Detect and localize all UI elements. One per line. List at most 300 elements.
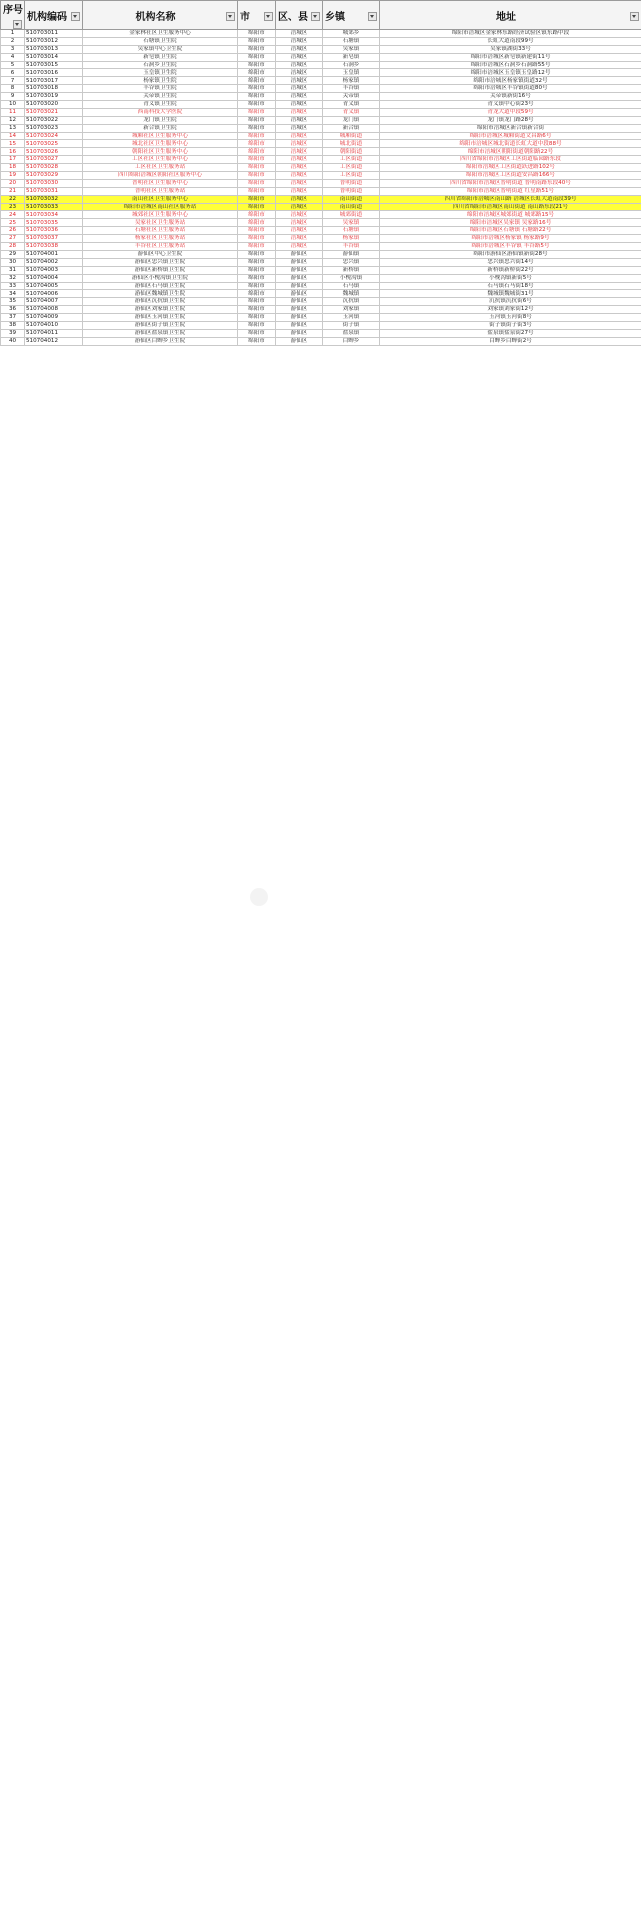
cell-address[interactable]: 绵阳市涪城区新合镇新合街	[380, 124, 641, 132]
table-row[interactable]	[1, 108, 641, 116]
cell-address[interactable]: 四川省绵阳市涪城区南山路 涪城区长虹大道南段39号	[380, 195, 641, 203]
cell-code[interactable]: 510704011	[25, 329, 83, 337]
cell-district[interactable]: 涪城区	[276, 156, 323, 164]
header-city[interactable]: 市	[238, 1, 276, 30]
cell-district[interactable]: 涪城区	[276, 124, 323, 132]
cell-town[interactable]: 龙门镇	[323, 116, 380, 124]
cell-address[interactable]: 刘家镇刘家街12号	[380, 306, 641, 314]
cell-city[interactable]: 绵阳市	[238, 77, 276, 85]
cell-town[interactable]: 工区街道	[323, 156, 380, 164]
filter-dropdown-icon[interactable]	[630, 12, 639, 21]
table-row[interactable]	[1, 250, 641, 258]
cell-name[interactable]: 丰谷社区卫生服务站	[83, 243, 238, 251]
cell-town[interactable]: 新桥镇	[323, 266, 380, 274]
cell-city[interactable]: 绵阳市	[238, 235, 276, 243]
cell-name[interactable]: 丰谷镇卫生院	[83, 85, 238, 93]
cell-address[interactable]: 魏城镇魏城街31号	[380, 290, 641, 298]
cell-city[interactable]: 绵阳市	[238, 250, 276, 258]
cell-name[interactable]: 游仙区街子镇卫生院	[83, 321, 238, 329]
cell-address[interactable]: 绵阳市涪城区吴家镇 吴家路16号	[380, 219, 641, 227]
cell-city[interactable]: 绵阳市	[238, 337, 276, 345]
table-row[interactable]	[1, 132, 641, 140]
cell-town[interactable]: 南山街道	[323, 195, 380, 203]
cell-name[interactable]: 新皂镇卫生院	[83, 53, 238, 61]
cell-city[interactable]: 绵阳市	[238, 93, 276, 101]
cell-town[interactable]: 丰谷镇	[323, 243, 380, 251]
filter-dropdown-icon[interactable]	[311, 12, 320, 21]
cell-city[interactable]: 绵阳市	[238, 69, 276, 77]
cell-name[interactable]: 游仙区刘家镇卫生院	[83, 306, 238, 314]
cell-city[interactable]: 绵阳市	[238, 101, 276, 109]
cell-district[interactable]: 涪城区	[276, 85, 323, 93]
cell-seq[interactable]: 40	[1, 337, 25, 345]
cell-seq[interactable]: 9	[1, 93, 25, 101]
cell-seq[interactable]: 26	[1, 227, 25, 235]
cell-code[interactable]: 510703015	[25, 61, 83, 69]
cell-city[interactable]: 绵阳市	[238, 329, 276, 337]
cell-town[interactable]: 盐泉镇	[323, 329, 380, 337]
cell-address[interactable]: 小枧沟镇新街5号	[380, 274, 641, 282]
cell-seq[interactable]: 13	[1, 124, 25, 132]
cell-district[interactable]: 游仙区	[276, 306, 323, 314]
cell-seq[interactable]: 5	[1, 61, 25, 69]
cell-town[interactable]: 杨家镇	[323, 77, 380, 85]
table-row[interactable]	[1, 258, 641, 266]
cell-address[interactable]: 新桥镇新桥街22号	[380, 266, 641, 274]
cell-code[interactable]: 510703027	[25, 156, 83, 164]
cell-code[interactable]: 510703031	[25, 187, 83, 195]
cell-code[interactable]: 510703034	[25, 211, 83, 219]
cell-district[interactable]: 涪城区	[276, 172, 323, 180]
cell-code[interactable]: 510703013	[25, 45, 83, 53]
cell-city[interactable]: 绵阳市	[238, 298, 276, 306]
table-row[interactable]	[1, 314, 641, 322]
cell-town[interactable]: 工区街道	[323, 172, 380, 180]
cell-town[interactable]: 青义镇	[323, 108, 380, 116]
cell-address[interactable]: 石马镇石马街18号	[380, 282, 641, 290]
cell-district[interactable]: 涪城区	[276, 69, 323, 77]
table-row[interactable]	[1, 156, 641, 164]
cell-code[interactable]: 510703021	[25, 108, 83, 116]
cell-address[interactable]: 绵阳市涪城区新皂镇新建街11号	[380, 53, 641, 61]
table-row[interactable]	[1, 124, 641, 132]
cell-seq[interactable]: 10	[1, 101, 25, 109]
table-row[interactable]	[1, 290, 641, 298]
cell-name[interactable]: 新合镇卫生院	[83, 124, 238, 132]
cell-town[interactable]: 玉皇镇	[323, 69, 380, 77]
cell-address[interactable]: 绵阳市涪城区杨家镇街道32号	[380, 77, 641, 85]
cell-name[interactable]: 四川绵阳涪城区朝阳社区服务中心	[83, 172, 238, 180]
cell-name[interactable]: 游仙区中心卫生院	[83, 250, 238, 258]
cell-city[interactable]: 绵阳市	[238, 243, 276, 251]
cell-seq[interactable]: 20	[1, 179, 25, 187]
cell-seq[interactable]: 31	[1, 266, 25, 274]
cell-name[interactable]: 城厢社区卫生服务中心	[83, 132, 238, 140]
cell-code[interactable]: 510704009	[25, 314, 83, 322]
cell-name[interactable]: 南山社区卫生服务中心	[83, 195, 238, 203]
table-row[interactable]	[1, 321, 641, 329]
cell-town[interactable]: 吴家镇	[323, 45, 380, 53]
cell-district[interactable]: 游仙区	[276, 266, 323, 274]
cell-district[interactable]: 涪城区	[276, 53, 323, 61]
cell-town[interactable]: 新皂镇	[323, 53, 380, 61]
cell-name[interactable]: 工区社区卫生服务中心	[83, 156, 238, 164]
cell-district[interactable]: 游仙区	[276, 329, 323, 337]
cell-code[interactable]: 510703014	[25, 53, 83, 61]
cell-town[interactable]: 新合镇	[323, 124, 380, 132]
cell-address[interactable]: 绵阳市涪城区杨家镇 杨家路9号	[380, 235, 641, 243]
cell-address[interactable]: 绵阳市涪城区普明街道 红星路51号	[380, 187, 641, 195]
cell-name[interactable]: 西南科技大学医院	[83, 108, 238, 116]
cell-seq[interactable]: 21	[1, 187, 25, 195]
cell-district[interactable]: 涪城区	[276, 93, 323, 101]
cell-name[interactable]: 杨家镇卫生院	[83, 77, 238, 85]
cell-district[interactable]: 涪城区	[276, 30, 323, 38]
table-row[interactable]	[1, 195, 641, 203]
cell-city[interactable]: 绵阳市	[238, 321, 276, 329]
cell-name[interactable]: 绵阳市涪城区南山社区服务站	[83, 203, 238, 211]
cell-town[interactable]: 城北街道	[323, 140, 380, 148]
cell-district[interactable]: 涪城区	[276, 219, 323, 227]
cell-code[interactable]: 510704007	[25, 298, 83, 306]
cell-town[interactable]: 城郊街道	[323, 211, 380, 219]
cell-city[interactable]: 绵阳市	[238, 266, 276, 274]
cell-district[interactable]: 涪城区	[276, 164, 323, 172]
cell-city[interactable]: 绵阳市	[238, 179, 276, 187]
cell-seq[interactable]: 22	[1, 195, 25, 203]
cell-name[interactable]: 游仙区白蝉乡卫生院	[83, 337, 238, 345]
cell-seq[interactable]: 6	[1, 69, 25, 77]
cell-code[interactable]: 510703033	[25, 203, 83, 211]
cell-town[interactable]: 杨家镇	[323, 235, 380, 243]
cell-district[interactable]: 涪城区	[276, 203, 323, 211]
cell-name[interactable]: 普明社区卫生服务站	[83, 187, 238, 195]
table-row[interactable]	[1, 69, 641, 77]
cell-code[interactable]: 510703018	[25, 85, 83, 93]
cell-code[interactable]: 510703017	[25, 77, 83, 85]
cell-code[interactable]: 510703036	[25, 227, 83, 235]
cell-seq[interactable]: 4	[1, 53, 25, 61]
cell-district[interactable]: 涪城区	[276, 179, 323, 187]
cell-seq[interactable]: 16	[1, 148, 25, 156]
cell-name[interactable]: 游仙区盐泉镇卫生院	[83, 329, 238, 337]
cell-seq[interactable]: 32	[1, 274, 25, 282]
cell-city[interactable]: 绵阳市	[238, 116, 276, 124]
cell-address[interactable]: 绵阳市涪城区金家林东路经济试验区镇东路中段	[380, 30, 641, 38]
cell-district[interactable]: 涪城区	[276, 187, 323, 195]
cell-name[interactable]: 游仙区小枧沟镇卫生院	[83, 274, 238, 282]
cell-address[interactable]: 四川省绵阳市涪城区工区街道临园路东段	[380, 156, 641, 164]
cell-town[interactable]: 城厢街道	[323, 132, 380, 140]
cell-address[interactable]: 绵阳市涪城区城厢街道文昌路6号	[380, 132, 641, 140]
cell-city[interactable]: 绵阳市	[238, 148, 276, 156]
cell-town[interactable]: 普明街道	[323, 179, 380, 187]
cell-city[interactable]: 绵阳市	[238, 314, 276, 322]
cell-address[interactable]: 绵阳市涪城区工区街道跃进路102号	[380, 164, 641, 172]
cell-city[interactable]: 绵阳市	[238, 53, 276, 61]
cell-city[interactable]: 绵阳市	[238, 37, 276, 45]
cell-town[interactable]: 南山街道	[323, 203, 380, 211]
cell-address[interactable]: 盐泉镇盐泉街27号	[380, 329, 641, 337]
cell-seq[interactable]: 35	[1, 298, 25, 306]
cell-district[interactable]: 涪城区	[276, 235, 323, 243]
cell-city[interactable]: 绵阳市	[238, 132, 276, 140]
header-seq[interactable]: 序号	[1, 1, 25, 30]
cell-code[interactable]: 510704010	[25, 321, 83, 329]
cell-seq[interactable]: 18	[1, 164, 25, 172]
cell-city[interactable]: 绵阳市	[238, 227, 276, 235]
table-row[interactable]	[1, 53, 641, 61]
cell-town[interactable]: 街子镇	[323, 321, 380, 329]
cell-town[interactable]: 刘家镇	[323, 306, 380, 314]
cell-seq[interactable]: 17	[1, 156, 25, 164]
cell-code[interactable]: 510703032	[25, 195, 83, 203]
cell-seq[interactable]: 38	[1, 321, 25, 329]
filter-dropdown-icon[interactable]	[71, 12, 80, 21]
header-code[interactable]: 机构编码	[25, 1, 83, 30]
cell-address[interactable]: 四川省绵阳市涪城区南山街道 南山路东段21号	[380, 203, 641, 211]
cell-seq[interactable]: 7	[1, 77, 25, 85]
table-row[interactable]	[1, 266, 641, 274]
table-row[interactable]	[1, 45, 641, 53]
cell-town[interactable]: 城郊乡	[323, 30, 380, 38]
table-row[interactable]	[1, 179, 641, 187]
cell-seq[interactable]: 15	[1, 140, 25, 148]
cell-seq[interactable]: 33	[1, 282, 25, 290]
cell-address[interactable]: 绵阳市涪城区丰谷镇街道80号	[380, 85, 641, 93]
filter-dropdown-icon[interactable]	[13, 20, 22, 29]
cell-town[interactable]: 朝阳街道	[323, 148, 380, 156]
table-row[interactable]	[1, 329, 641, 337]
cell-address[interactable]: 绵阳市涪城区工区街道安昌路166号	[380, 172, 641, 180]
cell-code[interactable]: 510703019	[25, 93, 83, 101]
cell-district[interactable]: 游仙区	[276, 298, 323, 306]
cell-name[interactable]: 游仙区玉河镇卫生院	[83, 314, 238, 322]
cell-code[interactable]: 510703012	[25, 37, 83, 45]
table-row[interactable]	[1, 306, 641, 314]
cell-code[interactable]: 510704005	[25, 282, 83, 290]
cell-address[interactable]: 长虹大道南段99号	[380, 37, 641, 45]
cell-seq[interactable]: 34	[1, 290, 25, 298]
cell-code[interactable]: 510703024	[25, 132, 83, 140]
cell-district[interactable]: 游仙区	[276, 337, 323, 345]
cell-seq[interactable]: 11	[1, 108, 25, 116]
cell-district[interactable]: 涪城区	[276, 132, 323, 140]
cell-city[interactable]: 绵阳市	[238, 203, 276, 211]
cell-district[interactable]: 涪城区	[276, 108, 323, 116]
table-row[interactable]	[1, 85, 641, 93]
table-row[interactable]	[1, 140, 641, 148]
cell-name[interactable]: 金家林社区卫生服务中心	[83, 30, 238, 38]
cell-name[interactable]: 龙门镇卫生院	[83, 116, 238, 124]
cell-town[interactable]: 丰谷镇	[323, 85, 380, 93]
cell-seq[interactable]: 14	[1, 132, 25, 140]
header-town[interactable]: 乡镇	[323, 1, 380, 30]
cell-district[interactable]: 涪城区	[276, 61, 323, 69]
cell-code[interactable]: 510703016	[25, 69, 83, 77]
cell-code[interactable]: 510703023	[25, 124, 83, 132]
cell-town[interactable]: 青义镇	[323, 101, 380, 109]
cell-name[interactable]: 工区社区卫生服务站	[83, 164, 238, 172]
cell-town[interactable]: 工区街道	[323, 164, 380, 172]
cell-code[interactable]: 510704008	[25, 306, 83, 314]
table-row[interactable]	[1, 227, 641, 235]
cell-code[interactable]: 510704006	[25, 290, 83, 298]
table-row[interactable]	[1, 61, 641, 69]
cell-district[interactable]: 涪城区	[276, 101, 323, 109]
cell-code[interactable]: 510703028	[25, 164, 83, 172]
cell-code[interactable]: 510703025	[25, 140, 83, 148]
cell-name[interactable]: 游仙区石马镇卫生院	[83, 282, 238, 290]
cell-seq[interactable]: 1	[1, 30, 25, 38]
cell-district[interactable]: 游仙区	[276, 321, 323, 329]
cell-address[interactable]: 绵阳市涪城区石洞乡石洞路55号	[380, 61, 641, 69]
cell-city[interactable]: 绵阳市	[238, 172, 276, 180]
filter-dropdown-icon[interactable]	[368, 12, 377, 21]
cell-town[interactable]: 吴家镇	[323, 219, 380, 227]
cell-seq[interactable]: 37	[1, 314, 25, 322]
table-row[interactable]	[1, 211, 641, 219]
cell-seq[interactable]: 36	[1, 306, 25, 314]
cell-town[interactable]: 小枧沟镇	[323, 274, 380, 282]
table-row[interactable]	[1, 101, 641, 109]
cell-city[interactable]: 绵阳市	[238, 187, 276, 195]
cell-city[interactable]: 绵阳市	[238, 108, 276, 116]
cell-name[interactable]: 吴家社区卫生服务站	[83, 219, 238, 227]
cell-code[interactable]: 510704012	[25, 337, 83, 345]
cell-city[interactable]: 绵阳市	[238, 30, 276, 38]
cell-code[interactable]: 510703030	[25, 179, 83, 187]
table-row[interactable]	[1, 274, 641, 282]
cell-district[interactable]: 游仙区	[276, 250, 323, 258]
cell-address[interactable]: 绵阳市涪城区城郊街道 城郊路15号	[380, 211, 641, 219]
cell-name[interactable]: 城北社区卫生服务中心	[83, 140, 238, 148]
cell-address[interactable]: 吴家镇湖街33号	[380, 45, 641, 53]
cell-address[interactable]: 绵阳市涪城区城北街道长虹大道中段88号	[380, 140, 641, 148]
cell-seq[interactable]: 28	[1, 243, 25, 251]
cell-name[interactable]: 杨家社区卫生服务站	[83, 235, 238, 243]
cell-district[interactable]: 涪城区	[276, 148, 323, 156]
cell-address[interactable]: 街子镇街子街3号	[380, 321, 641, 329]
cell-name[interactable]: 游仙区忠兴镇卫生院	[83, 258, 238, 266]
cell-district[interactable]: 涪城区	[276, 195, 323, 203]
cell-district[interactable]: 游仙区	[276, 290, 323, 298]
cell-city[interactable]: 绵阳市	[238, 124, 276, 132]
cell-name[interactable]: 吴家镇中心卫生院	[83, 45, 238, 53]
table-row[interactable]	[1, 203, 641, 211]
filter-dropdown-icon[interactable]	[264, 12, 273, 21]
table-row[interactable]	[1, 148, 641, 156]
cell-seq[interactable]: 2	[1, 37, 25, 45]
cell-city[interactable]: 绵阳市	[238, 290, 276, 298]
cell-address[interactable]: 青义镇中心街23号	[380, 101, 641, 109]
cell-code[interactable]: 510703026	[25, 148, 83, 156]
cell-name[interactable]: 关帝镇卫生院	[83, 93, 238, 101]
cell-address[interactable]: 玉河镇玉河街8号	[380, 314, 641, 322]
table-row[interactable]	[1, 164, 641, 172]
cell-name[interactable]: 游仙区新桥镇卫生院	[83, 266, 238, 274]
table-row[interactable]	[1, 243, 641, 251]
cell-district[interactable]: 涪城区	[276, 227, 323, 235]
cell-seq[interactable]: 8	[1, 85, 25, 93]
cell-town[interactable]: 石塘镇	[323, 227, 380, 235]
cell-district[interactable]: 游仙区	[276, 314, 323, 322]
header-address[interactable]: 地址	[380, 1, 641, 30]
cell-seq[interactable]: 29	[1, 250, 25, 258]
table-row[interactable]	[1, 235, 641, 243]
cell-code[interactable]: 510703037	[25, 235, 83, 243]
cell-address[interactable]: 忠兴镇忠兴街14号	[380, 258, 641, 266]
cell-town[interactable]: 白蝉乡	[323, 337, 380, 345]
cell-name[interactable]: 游仙区魏城镇卫生院	[83, 290, 238, 298]
cell-town[interactable]: 沉抗镇	[323, 298, 380, 306]
table-row[interactable]	[1, 219, 641, 227]
cell-name[interactable]: 石洞乡卫生院	[83, 61, 238, 69]
cell-code[interactable]: 510704001	[25, 250, 83, 258]
cell-city[interactable]: 绵阳市	[238, 61, 276, 69]
cell-seq[interactable]: 12	[1, 116, 25, 124]
table-row[interactable]	[1, 30, 641, 38]
cell-address[interactable]: 绵阳市游仙区游仙镇新街28号	[380, 250, 641, 258]
cell-code[interactable]: 510704004	[25, 274, 83, 282]
cell-seq[interactable]: 39	[1, 329, 25, 337]
cell-seq[interactable]: 27	[1, 235, 25, 243]
cell-district[interactable]: 游仙区	[276, 258, 323, 266]
cell-name[interactable]: 城郊社区卫生服务中心	[83, 211, 238, 219]
cell-city[interactable]: 绵阳市	[238, 282, 276, 290]
cell-city[interactable]: 绵阳市	[238, 45, 276, 53]
cell-town[interactable]: 石马镇	[323, 282, 380, 290]
cell-district[interactable]: 涪城区	[276, 37, 323, 45]
cell-seq[interactable]: 25	[1, 219, 25, 227]
cell-code[interactable]: 510704002	[25, 258, 83, 266]
cell-name[interactable]: 普明社区卫生服务中心	[83, 179, 238, 187]
cell-town[interactable]: 普明街道	[323, 187, 380, 195]
cell-address[interactable]: 绵阳市涪城区玉皇镇玉皇路12号	[380, 69, 641, 77]
header-name[interactable]: 机构名称	[83, 1, 238, 30]
cell-district[interactable]: 游仙区	[276, 282, 323, 290]
cell-address[interactable]: 龙门镇龙门路28号	[380, 116, 641, 124]
cell-town[interactable]: 玉河镇	[323, 314, 380, 322]
cell-town[interactable]: 游仙镇	[323, 250, 380, 258]
cell-code[interactable]: 510704003	[25, 266, 83, 274]
cell-city[interactable]: 绵阳市	[238, 156, 276, 164]
header-district[interactable]: 区、县	[276, 1, 323, 30]
cell-city[interactable]: 绵阳市	[238, 306, 276, 314]
cell-address[interactable]: 四川省绵阳市涪城区普明街道 普明南路东段40号	[380, 179, 641, 187]
cell-seq[interactable]: 19	[1, 172, 25, 180]
table-row[interactable]	[1, 187, 641, 195]
cell-district[interactable]: 涪城区	[276, 77, 323, 85]
cell-town[interactable]: 石洞乡	[323, 61, 380, 69]
cell-name[interactable]: 青义镇卫生院	[83, 101, 238, 109]
cell-address[interactable]: 绵阳市涪城区石塘镇 石塘路22号	[380, 227, 641, 235]
cell-district[interactable]: 涪城区	[276, 243, 323, 251]
table-row[interactable]	[1, 282, 641, 290]
cell-city[interactable]: 绵阳市	[238, 219, 276, 227]
cell-city[interactable]: 绵阳市	[238, 164, 276, 172]
cell-code[interactable]: 510703022	[25, 116, 83, 124]
cell-district[interactable]: 涪城区	[276, 211, 323, 219]
cell-address[interactable]: 关帝镇新街16号	[380, 93, 641, 101]
cell-code[interactable]: 510703020	[25, 101, 83, 109]
cell-address[interactable]: 青龙大道中段59号	[380, 108, 641, 116]
cell-code[interactable]: 510703035	[25, 219, 83, 227]
cell-address[interactable]: 绵阳市涪城区朝阳街道朝阳路22号	[380, 148, 641, 156]
cell-address[interactable]: 绵阳市涪城区丰谷镇 丰谷路5号	[380, 243, 641, 251]
cell-town[interactable]: 忠兴镇	[323, 258, 380, 266]
cell-district[interactable]: 涪城区	[276, 116, 323, 124]
